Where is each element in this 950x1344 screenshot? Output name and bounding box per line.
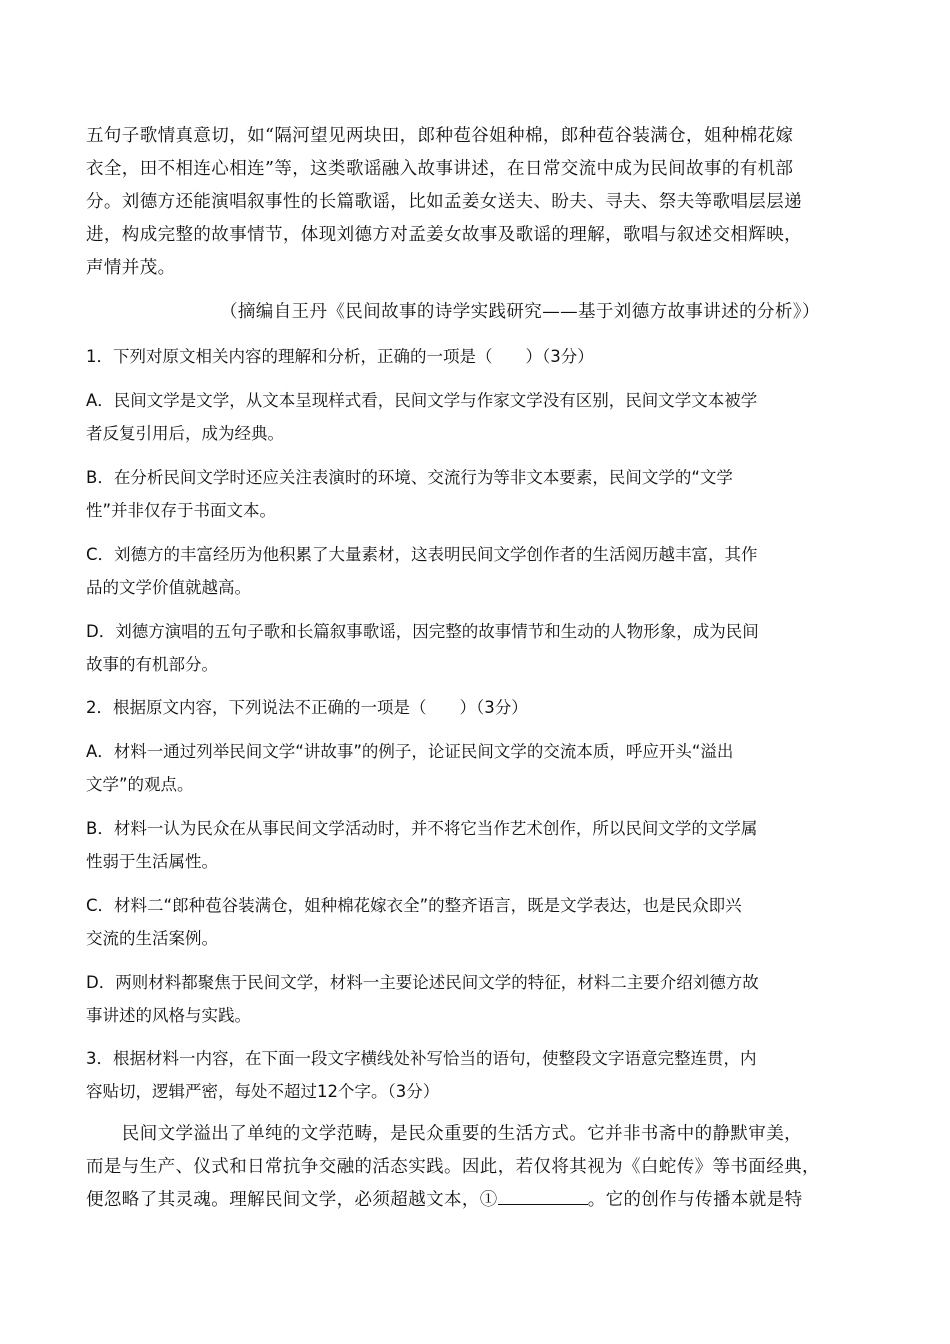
passage-bottom <box>86 1118 866 1217</box>
passage-line: 声情并茂。 <box>86 258 176 278</box>
question-1-option-c: C．刘德方的丰富经历为他积累了大量素材，这表明民间文学创作者的生活阅历越丰富，其作 品的文学价值就越高。 <box>86 545 758 597</box>
passage-line-with-blank: 便忽略了其灵魂。理解民间文学，必须超越文本，① 。它的创作与传播本就是特 <box>86 1190 803 1210</box>
question-2-option-b: B．材料一认为民众在从事民间文学活动时，并不将它当作艺术创作，所以民间文学的文学属 性弱于生活属性。 <box>86 819 758 871</box>
passage-line: 进，构成完整的故事情节，体现刘德方对孟姜女故事及歌谣的理解，歌唱与叙述交相辉映， <box>86 225 802 245</box>
question-1-option-b: B．在分析民间文学时还应关注表演时的环境、交流行为等非文本要素，民间文学的“文学 性”并非仅存于书面文本。 <box>86 468 733 520</box>
question-1-option-d: D．刘德方演唱的五句子歌和长篇叙事歌谣，因完整的故事情节和生动的人物形象，成为民间 故事的有机部分。 <box>86 622 759 674</box>
question-2-option-d: D．两则材料都聚焦于民间文学，材料一主要论述民间文学的特征，材料二主要介绍刘德方故 事讲述的风格与实践。 <box>86 973 759 1025</box>
passage-line: 衣全，田不相连心相连”等，这类歌谣融入故事讲述，在日常交流中成为民间故事的有机部 <box>86 159 794 179</box>
passage-line: 分。刘德方还能演唱叙事性的长篇歌谣，比如孟姜女送夫、盼夫、寻夫、祭夫等歌唱层层递 <box>86 192 802 212</box>
question-2-option-c: C．材料二“郎种苞谷装满仓，姐种棉花嫁衣全”的整齐语言，既是文学表达，也是民众即兴 交流的生活案例。 <box>86 896 742 948</box>
question-1-option-a: A．民间文学是文学，从文本呈现样式看，民间文学与作家文学没有区别，民间文学文本被学 者反复引用后，成为经典。 <box>86 391 758 443</box>
passage-line: 民间文学溢出了单纯的文学范畴，是民众重要的生活方式。它并非书斋中的静默审美， <box>86 1124 802 1144</box>
passage-top <box>86 120 866 285</box>
question-2-option-a: A．材料一通过列举民间文学“讲故事”的例子，论证民间文学的交流本质，呼应开头“溢出 文学”的观点。 <box>86 742 734 794</box>
question-3-stem: 3．根据材料一内容，在下面一段文字横线处补写恰当的语句，使整段文字语意完整连贯，内 容贴切，逻辑严密，每处不超过12个字。（3分） <box>86 1049 757 1101</box>
passage-line: 五句子歌情真意切，如“隔河望见两块田，郎种苞谷姐种棉，郎种苞谷装满仓，姐种棉花嫁 <box>86 126 794 146</box>
passage-source: （摘编自王丹《民间故事的诗学实践研究——基于刘德方故事讲述的分析》） <box>220 302 820 322</box>
passage-line: 而是与生产、仪式和日常抗争交融的活态实践。因此，若仅将其视为《白蛇传》等书面经典， <box>86 1157 820 1177</box>
question-2-stem: 2．根据原文内容，下列说法不正确的一项是（ ）（3分） <box>86 698 528 717</box>
fill-in-blank[interactable] <box>498 1188 588 1205</box>
question-1-stem: 1．下列对原文相关内容的理解和分析，正确的一项是（ ）（3分） <box>86 347 594 366</box>
